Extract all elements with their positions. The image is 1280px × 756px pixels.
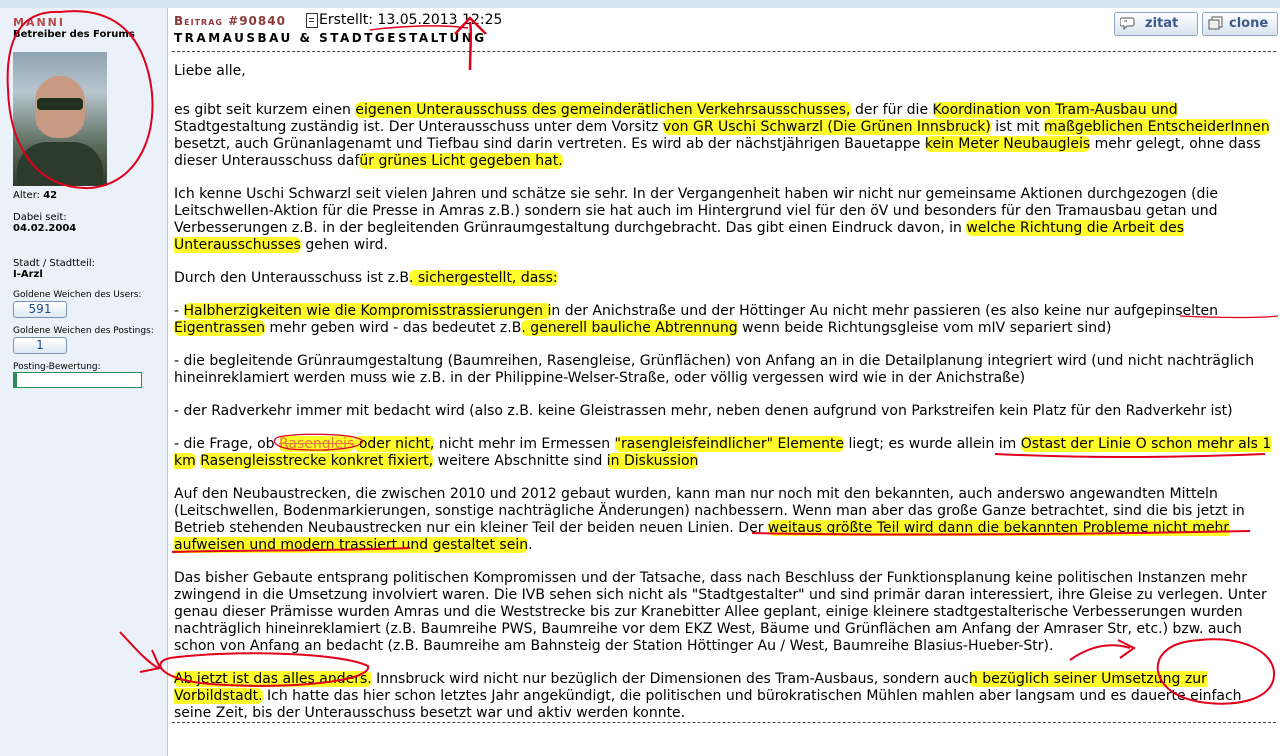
user-points-label: Goldene Weichen des Users: (13, 290, 142, 300)
divider-top (172, 51, 1276, 52)
highlight: Ab jetzt ist das alles anders. (174, 671, 372, 687)
paragraph-4: - Halbherzigkeiten wie die Kompromisstrassierungen in der Anichstraße und der Höttinger Au nicht mehr passieren (es also keine nur aufgepinselten Eigentrassen mehr geben wird - das bedeutet z.B. generell bauliche Abtrennung wenn beide Richtungsgleise vom mIV separiert sind) (174, 303, 1219, 336)
rating-bar-fill (14, 373, 17, 387)
paragraph-5: - die begleitende Grünraumgestaltung (Baumreihen, Rasengleise, Grünflächen) von Anfang an in die Detailplanung integriert wird (und nicht nachträglich hineinreklamiert werden muss wie z.B. in der Philippine-Welser-Straße, oder völlig vergessen wird wie in der Anichstraße) (174, 353, 1255, 386)
highlight: in Diskussion (606, 453, 699, 469)
paragraph-3: Durch den Unterausschuss ist z.B. sichergestellt, dass: (174, 270, 558, 286)
highlight: kein Meter Neubaugleis (924, 136, 1091, 152)
author-name[interactable]: MANNI (13, 16, 65, 29)
highlight: Halbherzigkeiten wie die Kompromisstrassierungen i (183, 303, 552, 319)
highlight: Eigentrassen (174, 320, 266, 336)
age-label: Alter: (13, 190, 40, 201)
highlight: . generell bauliche Abtrennung (521, 320, 738, 336)
author-joined-label: Dabei seit: (13, 212, 67, 223)
paragraph-8: Auf den Neubaustrecken, die zwischen 2010 und 2012 gebaut wurden, kann man nur noch mit den bekannten, auch anderswo angewandten Mitteln (Leitschwellen, Bodenmarkierungen, sonstige nachträgliche Änderungen) nachbessern. Wenn man aber das große Ganze betrachtet, sind die bis jetzt in Betrieb stehenden Neubaustrecken nur ein kleiner Teil der beiden neuen Linien. Der weitaus größte Teil wird dann die bekannten Probleme nicht mehr aufweisen und modern trassiert und gestaltet sein. (174, 486, 1245, 553)
quote-button[interactable] (1114, 12, 1198, 36)
highlight: von GR Uschi Schwarzl (Die Grünen Innsbruck) (662, 119, 991, 135)
post-created: Erstellt: 13.05.2013 12:25 (319, 12, 503, 28)
avatar-body (17, 142, 103, 186)
author-sidebar (0, 8, 168, 756)
clone-icon (1208, 16, 1224, 30)
avatar[interactable] (13, 52, 107, 186)
rating-bar[interactable] (13, 372, 142, 388)
author-location: I-Arzl (13, 269, 43, 280)
post-title: TRAMAUSBAU & STADTGESTALTUNG (174, 31, 487, 45)
post-body (174, 63, 1278, 738)
clone-button[interactable] (1202, 12, 1278, 36)
author-age (13, 190, 57, 201)
clone-label: clone (1229, 16, 1269, 31)
post-id[interactable]: Beitrag #90840 (174, 14, 286, 28)
post-greeting: Liebe alle, (174, 63, 246, 79)
quote-label: zitat (1145, 16, 1179, 31)
paragraph-10: Ab jetzt ist das alles anders. Innsbruck wird nicht nur bezüglich der Dimensionen des Tram-Ausbaus, sondern auch bezüglich seiner Umsetzung zur Vorbildstadt. Ich hatte das hier schon letztes Jahr angekündigt, die politischen und bürokratischen Mühlen mahlen aber langsam und es dauerte einfach seine Zeit, bis der Unterausschuss besetzt war und aktiv werden konnte. (174, 671, 1242, 721)
post-points-label: Goldene Weichen des Postings: (13, 326, 154, 336)
svg-text:": " (1124, 19, 1128, 27)
document-icon (306, 13, 318, 28)
highlight: welche Richtung die Arbeit des Unterausschusses (174, 220, 1185, 253)
highlight: h bezüglich seiner Umsetzung zur Vorbildstadt. (174, 671, 1207, 704)
paragraph-7: - die Frage, ob Rasengleis oder nicht, nicht mehr im Ermessen "rasengleisfeindlicher" Elemente liegt; es wurde allein im Ostast der Linie O schon mehr als 1 km Rasengleisstrecke konkret fixiert, weitere Abschnitte sind in Diskussion (174, 436, 1272, 469)
paragraph-6: - der Radverkehr immer mit bedacht wird (also z.B. keine Gleistrassen mehr, neben denen aufgrund von Parkstreifen kein Platz für den Radverkehr ist) (174, 403, 1233, 419)
highlight: oder nicht, (354, 436, 435, 452)
age-value: 42 (43, 190, 58, 201)
divider-bottom (172, 722, 1276, 723)
post-points-counter[interactable]: 1 (13, 337, 67, 354)
quote-icon (1120, 16, 1136, 30)
author-role: Betreiber des Forums (13, 29, 135, 40)
rating-label: Posting-Bewertung: (13, 362, 101, 372)
user-points-counter[interactable]: 591 (13, 301, 67, 318)
paragraph-2: Ich kenne Uschi Schwarzl seit vielen Jahren und schätze sie sehr. In der Vergangenheit haben wir nicht nur gemeinsame Aktionen durchgezogen (die Leitschwellen-Aktion für die Presse in Amras z.B.) sondern sie hat auch im Hintergrund viel für den öV und besonders für den Tramausbau getan und Verbesserungen z.B. in der begleitenden Grünraumgestaltung durchgebracht. Das gibt einen Eindruck davon, in welche Richtung die Arbeit des Unterausschusses gehen wird. (174, 186, 1218, 253)
top-strip (0, 0, 1280, 8)
author-joined: 04.02.2004 (13, 223, 77, 234)
highlight: . sichergestellt, dass: (408, 270, 558, 286)
highlight: Rasengleisstrecke konkret fixiert, (200, 453, 434, 469)
highlight: Koordination von Tram-Ausbau und (932, 102, 1178, 118)
highlight: weitaus größte Teil wird dann die bekannten Probleme nicht mehr aufweisen und modern trassiert und gestaltet sein (174, 520, 1230, 553)
paragraph-1: es gibt seit kurzem einen eigenen Unterausschuss des gemeinderätlichen Verkehrsausschusses, der für die Koordination von Tram-Ausbau und Stadtgestaltung zuständig ist. Der Unterausschuss unter dem Vorsitz von GR Uschi Schwarzl (Die Grünen Innsbruck) ist mit maßgeblichen EntscheiderInnen besetzt, auch Grünanlagenamt und Tiefbau sind darin vertreten. Es wird ab der nächstjährigen Bauetappe kein Meter Neubaugleis mehr gelegt, ohne dass dieser Unterausschuss dafür grünes Licht gegeben hat. (174, 102, 1270, 169)
highlight: ür grünes Licht gegeben hat. (359, 153, 563, 169)
highlight: "rasengleisfeindlicher" Elemente (614, 436, 845, 452)
paragraph-9: Das bisher Gebaute entsprang politischen Kompromissen und der Tatsache, dass nach Beschluss der Funktionsplanung keine politischen Instanzen mehr zwingend in die Umsetzung involviert waren. Die IVB sehen sich nicht als "Stadtgestalter" und sind primär daran interessiert, ihre Gleise zu verlegen. Unter genau dieser Prämisse wurden Amras und die Weststrecke bis zur Kranebitter Allee geplant, einige kleinere stadtgestalterische Verbesserungen wurden nachträglich hineinreklamiert (z.B. Baumreihe PWS, Baumreihe vor dem EKZ West, Bäume und Grünflächen am Anfang der Amraser Str, etc.) bzw. auch schon von Anfang an bedacht (z.B. Baumreihe am Bahnsteig der Station Höttinger Au / West, Baumreihe Blasius-Hueber-Str). (174, 570, 1267, 654)
highlight: maßgeblichen EntscheiderInnen (1043, 119, 1270, 135)
highlight-struck: Rasengleis (279, 436, 355, 452)
highlight: Ostast der Linie O schon mehr als 1 km (174, 436, 1272, 469)
author-location-label: Stadt / Stadtteil: (13, 258, 96, 269)
avatar-glasses (37, 98, 83, 110)
highlight: eigenen Unterausschuss des gemeinderätlichen Verkehrsausschusses, (355, 102, 851, 118)
